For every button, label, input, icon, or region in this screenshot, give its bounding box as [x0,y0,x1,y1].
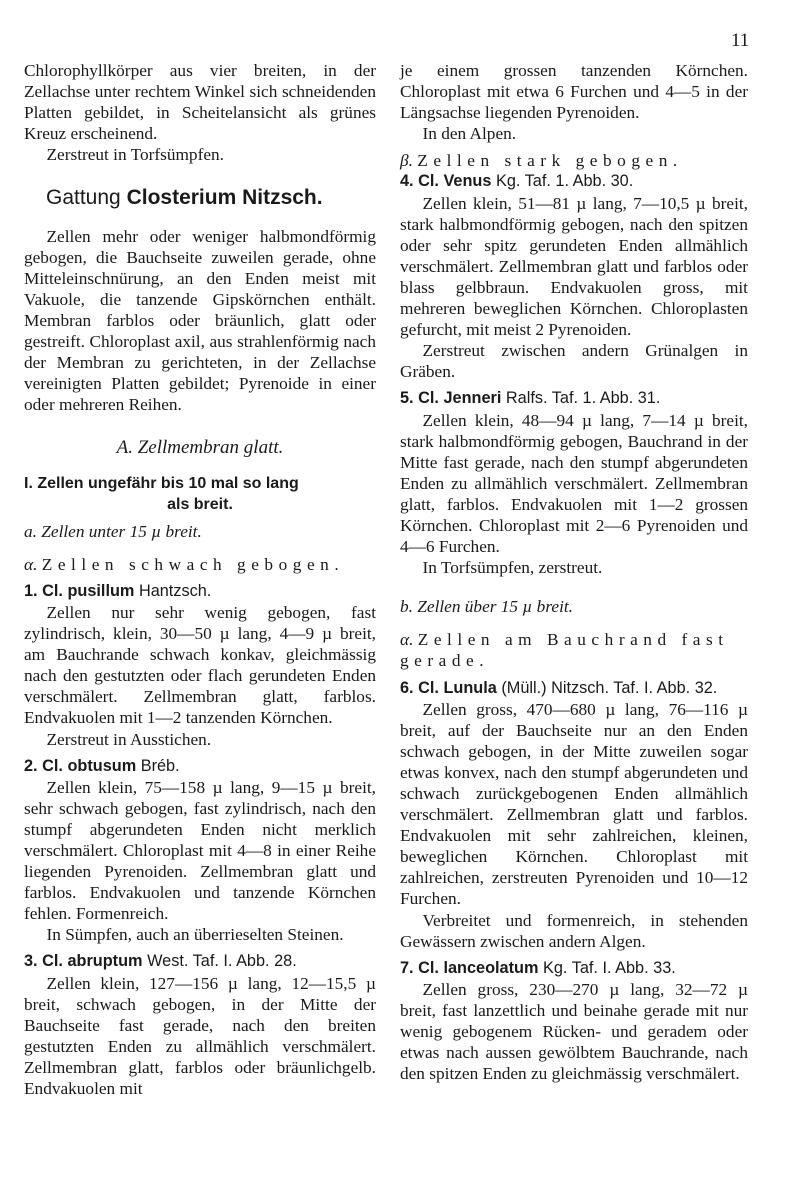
species-name: Cl. obtusum [42,756,137,775]
key-beta-marker: β. [400,151,413,171]
continuation-text: je einem grossen tanzenden Körnchen. Chloroplast mit etwa 6 Furchen und 4—5 in der Längsachse liegenden Pyrenoiden. [400,61,748,123]
key-heading-alpha2 [400,629,748,650]
key-heading-a: a. Zellen unter 15 µ breit. [24,521,202,541]
species-heading [24,951,376,972]
continuation-habitat: In den Alpen. [422,124,517,144]
key-alpha-text: Zellen schwach gebogen. [41,554,345,574]
key-heading-b: b. Zellen über 15 µ breit. [400,597,573,617]
key-heading-beta [400,150,748,171]
species-description: Zellen nur sehr wenig gebogen, fast zylindrisch, klein, 30—50 µ lang, 4—9 µ breit, am Bauchrande schwach konkav, gleichmässig nach den gestutzten oder flach gerundeten Enden verschmälert. Zellmembran glatt, farblos. Endvakuolen mit 1—2 tanzenden Körnchen. [24,602,376,728]
section-heading-a: A. Zellmembran glatt. [116,437,284,459]
species-number: 4. [400,172,414,191]
species-habitat: Zerstreut in Ausstichen. [46,729,212,749]
species-author: (Müll.) Nitzsch. [501,678,609,697]
species-number: 6. [400,678,414,697]
species-heading [24,756,376,777]
key-alpha2-marker: α. [400,630,414,650]
key-beta-text: Zellen stark gebogen. [417,151,683,171]
species-habitat: Zerstreut zwischen andern Grünalgen in Gräben. [400,341,748,382]
intro-habitat: Zerstreut in Torfsümpfen. [46,145,224,165]
species-number: 3. [24,952,38,971]
species-name: Cl. Lunula [418,678,497,697]
right-column [400,60,748,1084]
species-figure: Abb. 31. [599,389,661,408]
species-plate: Taf. 1. [551,389,597,408]
species-number: 1. [24,581,38,600]
genus-title-name: Closterium Nitzsch. [126,186,323,210]
species-name: Cl. pusillum [42,581,135,600]
species-name: Cl. lanceolatum [418,958,539,977]
species-heading [400,171,748,192]
species-heading [400,388,748,409]
species-name: Cl. Jenneri [418,389,502,408]
species-number: 7. [400,958,414,977]
species-description: Zellen klein, 75—158 µ lang, 9—15 µ breit, sehr schwach gebogen, fast zylindrisch, nach den stumpf abgerundeten Enden nicht merklich verschmälert. Chloroplast mit 4—8 in einer Reihe liegenden Pyrenoiden. Zellmembran glatt und farblos. Endvakuolen und tanzende Körnchen fehlen. Formenreich. [24,777,376,924]
key-alpha2-line2: gerade. [400,651,490,671]
page-number: 11 [731,30,750,51]
species-number: 2. [24,756,38,775]
intro-text: Chlorophyllkörper aus vier breiten, in der Zellachse unter rechtem Winkel sich schneidenden Platten gebildet, in Scheitelansicht als grünes Kreuz erscheinend. [24,61,376,144]
species-description: Zellen gross, 470—680 µ lang, 76—116 µ breit, auf der Bauchseite nur an den Enden schwach gebogen, in der Mitte zuweilen sogar etwas konvex, nach den stumpf abgerundeten und schwach zurückgebogenen Enden allmählich verschmälert. Zellmembran glatt und farblos. Endvakuolen mit sehr zahlreichen, kleinen, beweglichen Körnchen. Chloroplast mit zahlreichen, zerstreuten Pyrenoiden und 10—12 Furchen. [400,699,748,909]
species-description: Zellen klein, 127—156 µ lang, 12—15,5 µ breit, schwach gebogen, in der Mitte der Bauchseite fast gerade, nach den breiten gestutzten Enden zu allmählich verschmälert. Zellmembran glatt, farblos oder bräunlichgelb. Endvakuolen mit [24,973,376,1099]
species-figure: Abb. 33. [615,958,676,977]
species-heading [400,958,748,979]
species-description: Zellen gross, 230—270 µ lang, 32—72 µ breit, fast lanzettlich und beinahe gerade mit nur wenig gebogenem Rücken- und geradem oder etwas nach aussen gewölbtem Bauchrande, nach den spitzen Enden zu gleichmässig verschmälert. [400,979,748,1084]
species-habitat: In Torfsümpfen, zerstreut. [422,558,603,578]
species-habitat: Verbreitet und formenreich, in stehenden Gewässern zwischen andern Algen. [400,910,748,951]
species-figure: Abb. 30. [572,172,634,191]
genus-title-prefix: Gattung [46,186,127,210]
genus-description: Zellen mehr oder weniger halbmondförmig gebogen, die Bauchseite zuweilen gerade, ohne Mitteleinschnürung, an den Enden meist mit Vakuole, die tanzende Gipskörnchen enthält. Membran farblos oder bräunlich, glatt oder gestreift. Chloroplast axil, aus strahlenförmig nach der Membran zu gerichteten, in der Zellachse vereinigten Platten gebildet; Pyrenoide in einer oder mehreren Reihen. [24,226,376,415]
species-heading [400,678,748,699]
key-heading-1-line2: als breit. [167,495,233,513]
key-heading-1 [24,473,376,515]
species-habitat: In Sümpfen, auch an überrieselten Steinen. [46,925,344,945]
species-name: Cl. abruptum [42,952,143,971]
species-author: Ralfs. [505,389,548,408]
left-column [24,60,376,1099]
species-description: Zellen klein, 51—81 µ lang, 7—10,5 µ breit, stark halbmondförmig gebogen, nach den spitzen oder sehr spitz gerundeten Enden allmählich verschmälert. Zellmembran glatt und farblos oder blass gelbbraun. Endvakuolen gross, mit mehreren beweglichen Körnchen. Chloroplasten gefurcht, mit meist 2 Pyrenoiden. [400,193,748,340]
species-description: Zellen klein, 48—94 µ lang, 7—14 µ breit, stark halbmondförmig gebogen, Bauchrand in der Mitte fast gerade, nach den stumpf abgerundeten Enden zu allmählich verschmälert. Zellmembran glatt, farblos. Endvakuolen mit 1—2 grossen Körnchen. Chloroplast mit 2—6 Pyrenoiden und 4—6 Furchen. [400,410,748,557]
key-alpha-marker: α. [24,554,38,574]
key-heading-alpha [24,554,376,575]
species-author: Hantzsch. [138,581,212,600]
species-plate: Taf. 1. [524,172,569,191]
species-number: 5. [400,389,414,408]
key-alpha2-line1: Zellen am Bauchrand fast [417,630,729,650]
species-heading [24,581,376,602]
species-name: Cl. Venus [418,172,492,191]
key-heading-1-line1: I. Zellen ungefähr bis 10 mal so lang [24,474,299,492]
species-plate: Taf. I. [192,952,233,971]
species-author: Kg. [543,958,568,977]
species-author: West. [147,952,189,971]
species-plate: Taf. I. [613,678,654,697]
species-author: Kg. [495,172,521,191]
species-figure: Abb. 28. [236,952,297,971]
genus-title [46,187,376,208]
species-author: Bréb. [140,756,180,775]
species-figure: Abb. 32. [656,678,718,697]
species-plate: Taf. I. [571,958,612,977]
